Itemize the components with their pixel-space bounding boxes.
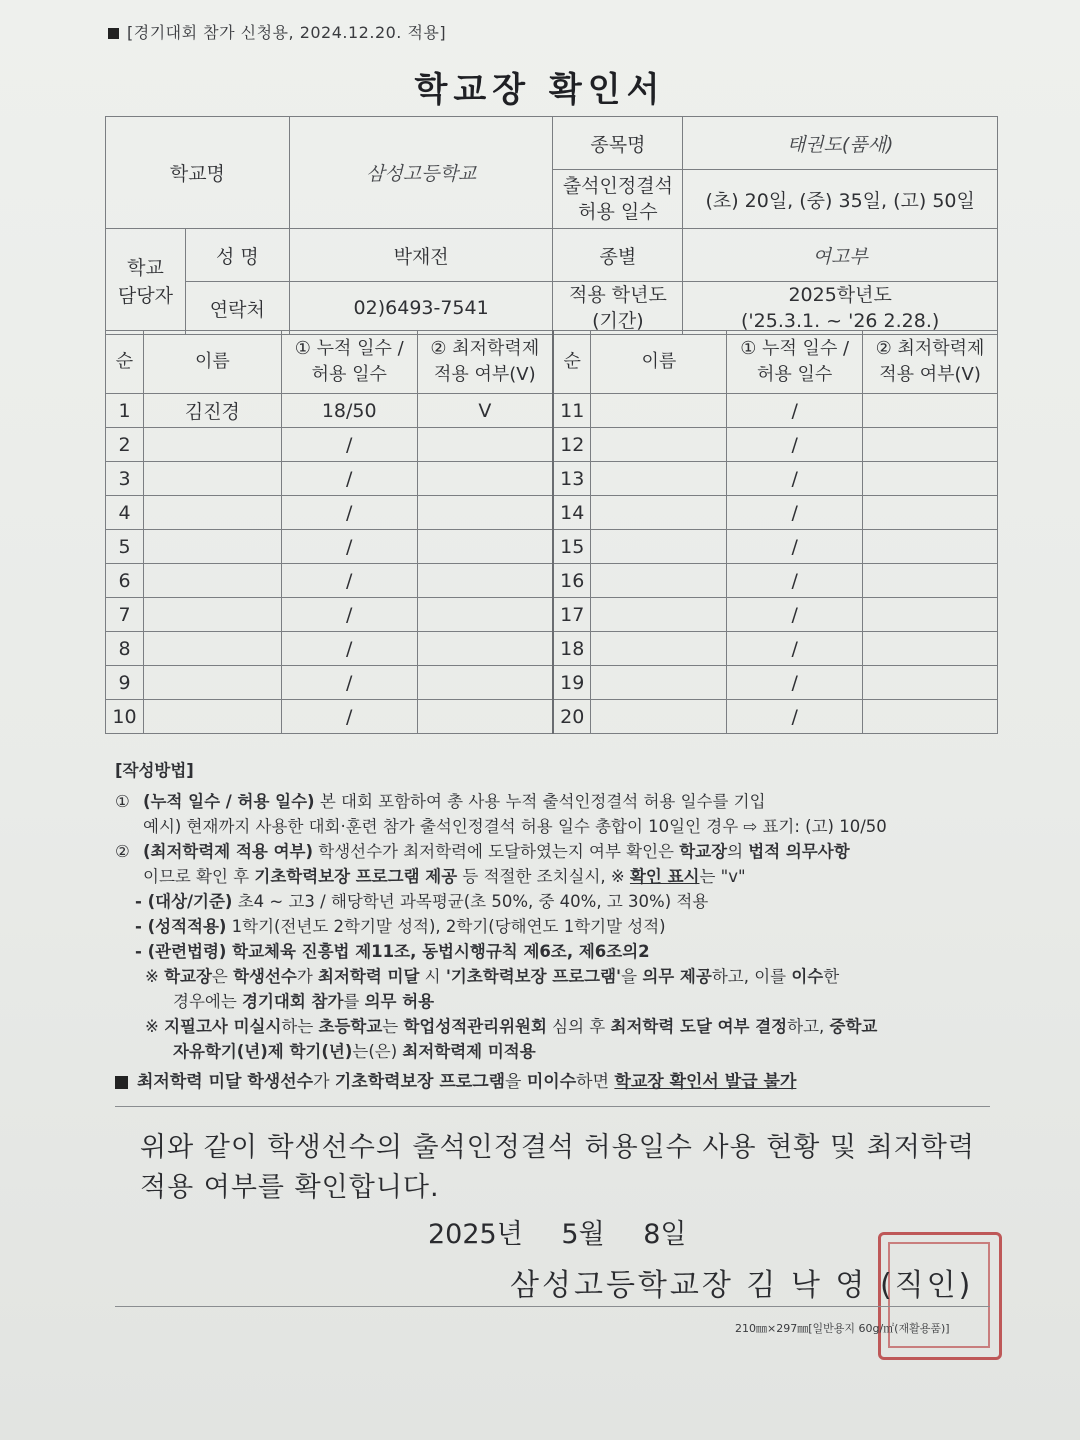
table-row: 5 / 15 /	[106, 530, 998, 564]
contact-label: 연락처	[185, 282, 289, 335]
table-row: 7 / 17 /	[106, 598, 998, 632]
instruction-1: ① (누적 일수 / 허용 일수) 본 대회 포함하여 총 사용 누적 출석인정결석 허용 일수를 기입	[115, 792, 766, 811]
manager-label: 학교 담당자	[106, 229, 186, 335]
instruction-target: - (대상/기준) 초4 ~ 고3 / 해당학년 과목평균(초 50%, 중 40%, 고 30%) 적용	[135, 892, 709, 911]
header-no-right: 순	[553, 331, 591, 394]
instruction-note-2: ※ 지필고사 미실시하는 초등학교는 학업성적관리위원회 심의 후 최저학력 도달 여부 결정하고, 중학교	[145, 1017, 878, 1036]
document-title: 학교장 확인서	[414, 70, 666, 110]
header-days-right: ① 누적 일수 / 허용 일수	[727, 331, 863, 394]
instructions-heading: [작성방법]	[115, 761, 194, 780]
header-note: [경기대회 참가 신청용, 2024.12.20. 적용]	[108, 20, 446, 43]
category-value: 여고부	[683, 229, 998, 282]
instruction-2-cont: 이므로 확인 후 기초학력보장 프로그램 제공 등 적절한 조치실시, ※ 확인 표시는 "v"	[143, 867, 746, 886]
header-apply-right: ② 최저학력제 적용 여부(V)	[863, 331, 998, 394]
category-label: 종별	[553, 229, 683, 282]
table-row: 6 / 16 /	[106, 564, 998, 598]
square-bullet-icon	[108, 28, 119, 39]
divider-top	[115, 1106, 990, 1107]
instruction-note-1: ※ 학교장은 학생선수가 최저학력 미달 시 '기초학력보장 프로그램'을 의무 제공하고, 이를 이수한	[145, 967, 840, 986]
event-value: 태권도(품새)	[683, 117, 998, 170]
instruction-grades: - (성적적용) 1학기(전년도 2학기말 성적), 2학기(당해연도 1학기말 성적)	[135, 917, 666, 936]
school-value: 삼성고등학교	[289, 117, 553, 229]
instruction-warning: 최저학력 미달 학생선수가 기초학력보장 프로그램을 미이수하면 학교장 확인서 발급 불가	[115, 1070, 995, 1095]
table-row: 4 / 14 /	[106, 496, 998, 530]
year-value: 2025학년도 ('25.3.1. ~ '26 2.28.)	[683, 282, 998, 335]
header-apply: ② 최저학력제 적용 여부(V)	[417, 331, 553, 394]
table-row: 10 / 20 /	[106, 700, 998, 734]
instruction-law: - (관련법령) 학교체육 진흥법 제11조, 동법시행규칙 제6조, 제6조의2	[135, 942, 650, 961]
school-label: 학교명	[106, 117, 290, 229]
instruction-note-2-cont: 자유학기(년)제 학기(년)는(은) 최저학력제 미적용	[173, 1042, 536, 1061]
header-name: 이름	[143, 331, 281, 394]
days-label: 출석인정결석 허용 일수	[553, 170, 683, 229]
roster-table	[105, 330, 998, 734]
instructions-section	[115, 758, 995, 1095]
table-row: 1 김진경 18/50 V 11 /	[106, 394, 998, 428]
table-row: 9 / 19 /	[106, 666, 998, 700]
confirmation-text: 위와 같이 학생선수의 출석인정결석 허용일수 사용 현황 및 최저학력 적용 여부를 확인합니다.	[140, 1132, 975, 1203]
info-table	[105, 116, 998, 335]
warning-box-icon	[115, 1076, 128, 1089]
paper-spec-footer: 210㎜×297㎜[일반용지 60g/㎡(재활용품)]	[735, 1322, 950, 1335]
header-days: ① 누적 일수 / 허용 일수	[281, 331, 417, 394]
instruction-1-example: 예시) 현재까지 사용한 대회·훈련 참가 출석인정결석 허용 일수 총합이 10일인 경우 ⇨ 표기: (고) 10/50	[143, 817, 887, 836]
name-value: 박재전	[289, 229, 553, 282]
contact-value: 02)6493-7541	[289, 282, 553, 335]
header-name-right: 이름	[591, 331, 727, 394]
instruction-note-1-cont: 경우에는 경기대회 참가를 의무 허용	[173, 992, 435, 1011]
table-row: 2 / 12 /	[106, 428, 998, 462]
year-label: 적용 학년도 (기간)	[553, 282, 683, 335]
issue-date: 2025년 5월 8일	[428, 1219, 687, 1250]
days-value: (초) 20일, (중) 35일, (고) 50일	[683, 170, 998, 229]
divider-bottom	[115, 1306, 990, 1307]
principal-signature: 삼성고등학교장 김 낙 영 (직인)	[510, 1268, 974, 1303]
header-no: 순	[106, 331, 144, 394]
table-row: 8 / 18 /	[106, 632, 998, 666]
table-row: 3 / 13 /	[106, 462, 998, 496]
name-label: 성 명	[185, 229, 289, 282]
instruction-2: ② (최저학력제 적용 여부) 학생선수가 최저학력에 도달하였는지 여부 확인은 학교장의 법적 의무사항	[115, 842, 850, 861]
event-label: 종목명	[553, 117, 683, 170]
roster-header-row	[106, 331, 998, 394]
